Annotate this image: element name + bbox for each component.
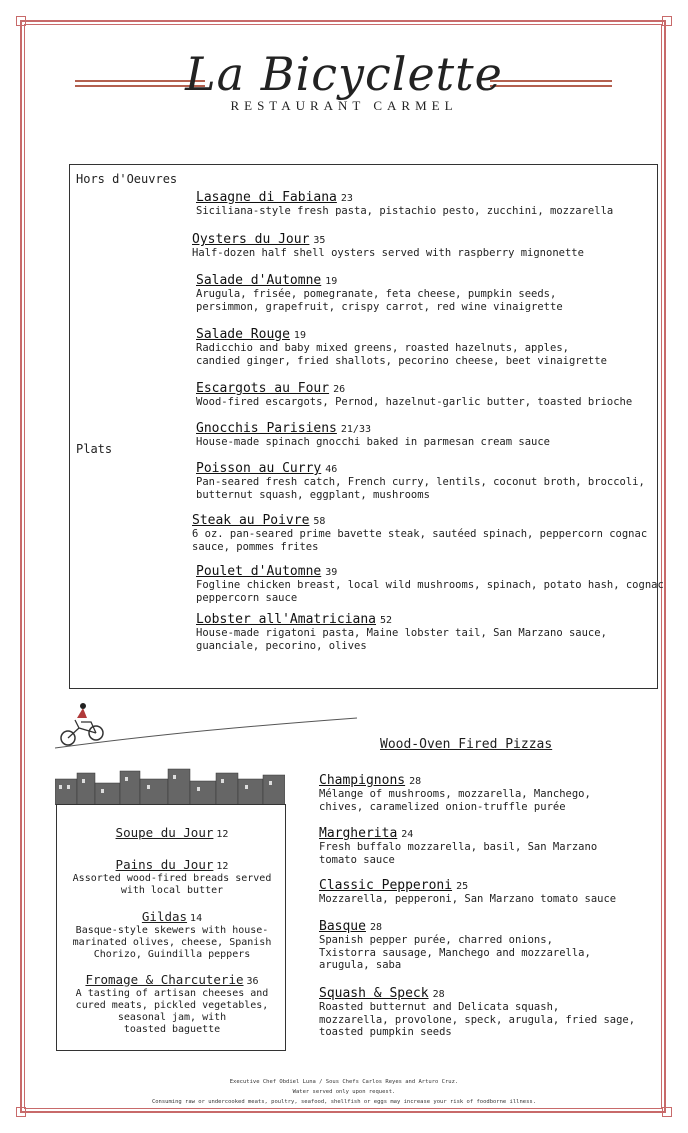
item-price: 28 (409, 776, 422, 787)
item-description: Wood-fired escargots, Pernod, hazelnut-garlic butter, toasted brioche (196, 396, 633, 408)
item-price: 39 (325, 567, 338, 578)
item-price: 46 (325, 464, 338, 475)
footer-health-warning: Consuming raw or undercooked meats, poultry, seafood, shellfish or eggs may increase your risk of foodborne illness. (151, 1099, 537, 1105)
item-name: Oysters du Jour (192, 232, 310, 247)
menu-item (196, 186, 613, 218)
item-name: Escargots au Four (196, 381, 330, 396)
item-description: Assorted wood-fired breads served with local butter (72, 873, 272, 896)
footer-water-note: Water served only upon request. (292, 1089, 396, 1095)
item-price: 25 (456, 881, 469, 892)
item-name: Basque (319, 919, 366, 934)
item-name: Lobster all'Amatriciana (196, 612, 377, 627)
restaurant-subtitle: RESTAURANT CARMEL (230, 98, 458, 113)
item-description: Mozzarella, pepperoni, San Marzano tomato sauce (319, 893, 617, 905)
item-description: Siciliana-style fresh pasta, pistachio pesto, zucchini, mozzarella (196, 205, 614, 217)
item-name: Salade d'Automne (196, 273, 322, 288)
item-price: 19 (293, 330, 306, 341)
item-name: Squash & Speck (319, 986, 429, 1001)
item-description: Fresh buffalo mozzarella, basil, San Marzano tomato sauce (319, 841, 598, 866)
item-price: 12 (216, 829, 229, 840)
small-plate-item (60, 906, 284, 961)
menu-item (196, 457, 645, 501)
item-price: 23 (340, 193, 353, 204)
item-name: Poulet d'Automne (196, 564, 322, 579)
item-name: Steak au Poivre (192, 513, 310, 528)
item-description: House-made spinach gnocchi baked in parmesan cream sauce (196, 436, 551, 448)
pizza-item (319, 982, 635, 1039)
road-line (55, 718, 357, 748)
item-description: Arugula, frisée, pomegranate, feta cheese, pumpkin seeds, persimmon, grapefruit, crispy carrot, red wine vinaigrette (196, 288, 563, 313)
restaurant-name: La Bicyclette (185, 47, 503, 101)
item-description: House-made rigatoni pasta, Maine lobster tail, San Marzano sauce, guanciale, pecorino, olives (196, 627, 607, 652)
item-description: Roasted butternut and Delicata squash, mozzarella, provolone, speck, arugula, fried sage, toasted pumpkin seeds (319, 1001, 636, 1038)
pizza-item (319, 769, 591, 813)
item-name: Pains du Jour (115, 857, 214, 872)
item-description: Pan-seared fresh catch, French curry, lentils, coconut broth, broccoli, butternut squash, eggplant, mushrooms (196, 476, 645, 501)
menu-item (196, 608, 607, 652)
pizza-item (319, 874, 616, 906)
menu-item (196, 269, 563, 313)
menu-item (196, 560, 664, 604)
menu-item (192, 509, 647, 553)
item-name: Soupe du Jour (115, 825, 214, 840)
corner-ornament (662, 16, 672, 26)
small-plate-item (60, 822, 284, 841)
item-price: 36 (246, 976, 259, 987)
item-name: Salade Rouge (196, 327, 290, 342)
item-price: 19 (325, 276, 338, 287)
item-description: Fogline chicken breast, local wild mushrooms, spinach, potato hash, cognac peppercorn sauce (196, 579, 664, 604)
bicycle-frame (68, 720, 96, 738)
item-price: 28 (369, 922, 383, 933)
section-plats: Plats (76, 442, 113, 456)
item-price: 12 (216, 861, 229, 872)
item-description: Spanish pepper purée, charred onions, Txistorra sausage, Manchego and mozzarella, arugula, saba (319, 934, 591, 971)
cyclist-head (80, 703, 86, 709)
buildings-illustration (55, 765, 285, 805)
item-price: 52 (380, 615, 393, 626)
item-name: Fromage & Charcuterie (85, 972, 244, 987)
corner-ornament (16, 16, 26, 26)
logo (0, 48, 688, 114)
cyclist-body (77, 708, 87, 718)
item-price: 26 (333, 384, 346, 395)
menu-item (196, 417, 550, 449)
item-name: Gnocchis Parisiens (196, 421, 337, 436)
item-name: Lasagne di Fabiana (196, 190, 337, 205)
section-hors-doeuvres: Hors d'Oeuvres (76, 172, 178, 186)
item-name: Classic Pepperoni (319, 878, 453, 893)
corner-ornament (662, 1107, 672, 1117)
corner-ornament (16, 1107, 26, 1117)
item-description: A tasting of artisan cheeses and cured meats, pickled vegetables, seasonal jam, with toasted baguette (75, 988, 269, 1035)
item-description: Basque-style skewers with house- marinated olives, cheese, Spanish Chorizo, Guindilla peppers (72, 925, 272, 960)
pizza-item (319, 822, 597, 866)
item-price: 35 (313, 235, 326, 246)
item-name: Poisson au Curry (196, 461, 322, 476)
item-name: Gildas (141, 909, 188, 924)
item-name: Champignons (319, 773, 406, 788)
footer-chefs: Executive Chef Obdiel Luna / Sous Chefs Carlos Reyes and Arturo Cruz. (229, 1079, 459, 1085)
item-description: Mélange of mushrooms, mozzarella, Manchego, chives, caramelized onion-truffle purée (319, 788, 591, 813)
menu-item (196, 323, 607, 367)
item-price: 24 (401, 829, 414, 840)
item-price: 58 (313, 516, 326, 527)
section-pizzas: Wood-Oven Fired Pizzas (380, 737, 553, 752)
item-description: 6 oz. pan-seared prime bavette steak, sautéed spinach, peppercorn cognac sauce, pommes frites (192, 528, 648, 553)
menu-item (192, 228, 584, 260)
item-price: 14 (190, 913, 203, 924)
small-plate-item (60, 969, 284, 1036)
small-plate-item (60, 854, 284, 897)
item-description: Half-dozen half shell oysters served with raspberry mignonette (192, 247, 584, 259)
menu-item (196, 377, 632, 409)
pizza-item (319, 915, 591, 972)
item-name: Margherita (319, 826, 398, 841)
item-description: Radicchio and baby mixed greens, roasted hazelnuts, apples, candied ginger, fried shallots, pecorino cheese, beet vinaigrette (196, 342, 607, 367)
item-price: 21/33 (340, 424, 371, 435)
cyclist-illustration (55, 700, 365, 750)
item-price: 28 (432, 989, 445, 1000)
